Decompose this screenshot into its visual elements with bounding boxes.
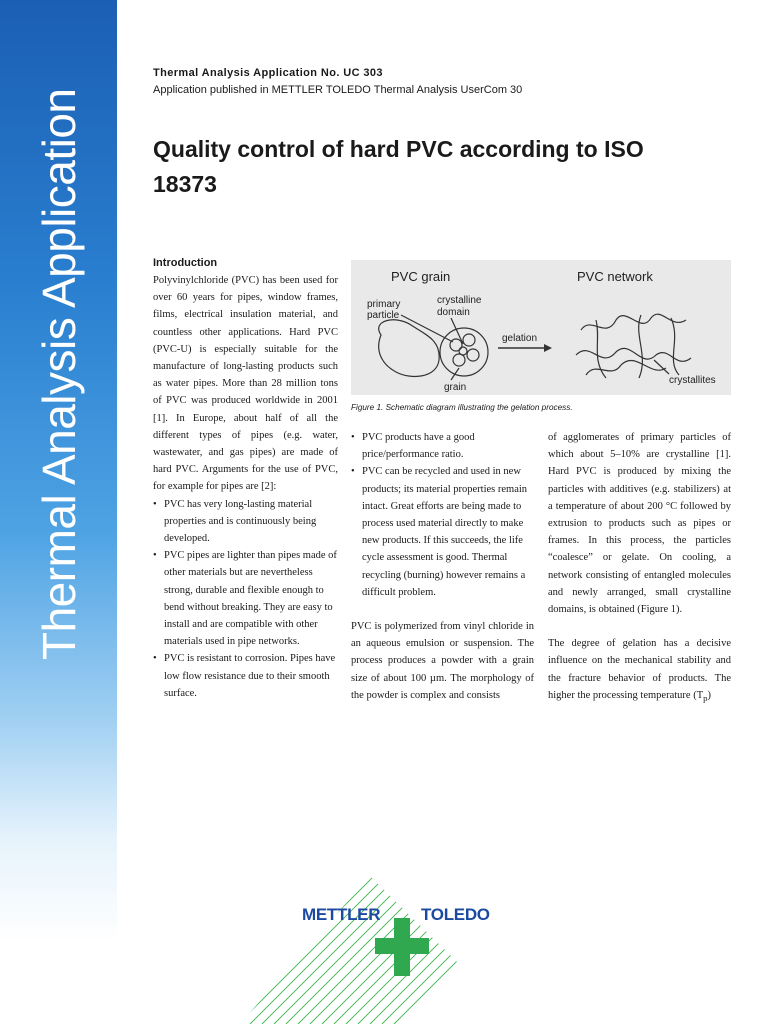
degree-of-gelation-paragraph: The degree of gelation has a decisive influence on the mechanical stability and the fracture behavior of products. The higher the processing temperature $(T_p)$: [548, 638, 731, 703]
intro-paragraph: Polyvinylchloride (PVC) has been used for over 60 years for pipes, window frames, films, electrical insulation material, and countless other applications. Hard PVC (PVC-U) is especially suitable for the manufacture of long-lasting products such as water pipes. More than 28 million tons of PVC was produced worldwide in 2001 [1]. In Europe, about half of all the different types of pipes (e.g. water, wastewater, and gas pipes) are made of hard PVC. Arguments for the use of PVC, for example for pipes are [2]:: [153, 275, 338, 493]
section-heading-introduction: Introduction: [153, 257, 218, 269]
list-item: • PVC pipes are lighter than pipes made of other materials but are nevertheless strong, durable and flexible enough to bend without breaking. They are easy to install and are compatible with other materials used in pipe networks.: [153, 547, 338, 650]
figure-caption: Figure 1. Schematic diagram illustrating the gelation process.: [351, 403, 573, 412]
gelation-arrow: [498, 344, 552, 352]
pointer-grain: [451, 368, 459, 380]
label-grain: grain: [444, 382, 467, 393]
page-title: Quality control of hard PVC according to ISO 18373: [153, 136, 644, 197]
gelation-diagram: [351, 260, 731, 395]
grain-outline: [379, 320, 439, 377]
gelation-paragraph: of agglomerates of primary particles of which about 5–10% are crystalline [1]. Hard PVC is produced by mixing the particles with additives (e.g. stabilizers) at a temperature of about 200 °C followed by extrusion to products such as pipes or frames. In this process, the particles “coalesce” or gelate. On cooling, a network consisting of entangled molecules and newly arranged, small crystalline domains, is obtained (Figure 1).: [548, 432, 731, 616]
label-pvc-network: PVC network: [577, 269, 653, 284]
label-pvc-grain: PVC grain: [391, 269, 451, 284]
polymerization-paragraph: PVC is polymerized from vinyl chloride in an aqueous emulsion or suspension. The process produces a powder with a grain size of about 100 µm. The morphology of the powder is complex and consists: [351, 621, 534, 701]
label-primary: primary: [367, 299, 401, 310]
figure-gelation-diagram: [351, 260, 731, 395]
application-number: Thermal Analysis Application No. UC 303: [153, 67, 383, 79]
label-crystallites: crystallites: [669, 375, 716, 386]
publication-note: Application published in METTLER TOLEDO Thermal Analysis UserCom 30: [153, 84, 523, 96]
logo-text-mettler: METTLER: [302, 905, 381, 924]
list-item: • PVC has very long-lasting material properties and is continuously being developed.: [153, 496, 338, 548]
sidebar-title: Thermal Analysis Application: [33, 88, 85, 660]
arguments-list: [153, 496, 338, 702]
arguments-list-continued: [351, 429, 534, 601]
pointer-primary-particle: [401, 315, 453, 342]
logo-text-toledo: TOLEDO: [421, 905, 490, 924]
column-2: [351, 429, 534, 704]
label-domain: domain: [437, 307, 470, 318]
sidebar-banner: [0, 0, 117, 1024]
label-gelation: gelation: [502, 333, 538, 344]
list-item: • PVC products have a good price/performance ratio.: [351, 429, 534, 463]
label-particle: particle: [367, 310, 400, 321]
mettler-toledo-logo-graphic: [230, 868, 530, 1024]
column-3: [548, 429, 731, 707]
list-item: • PVC is resistant to corrosion. Pipes have low flow resistance due to their smooth surface.: [153, 650, 338, 702]
pointer-crystallites: [654, 360, 669, 374]
column-1: [153, 255, 338, 702]
list-item: • PVC can be recycled and used in new products; its material properties remain intact. Great efforts are being made to process used material directly to make new products. If this succeeds, the life cycle assessment is good. Thermal recycling (burning) however remains a difficult problem.: [351, 463, 534, 601]
grain-particle-outline: [440, 328, 488, 376]
label-crystalline: crystalline: [437, 295, 482, 306]
